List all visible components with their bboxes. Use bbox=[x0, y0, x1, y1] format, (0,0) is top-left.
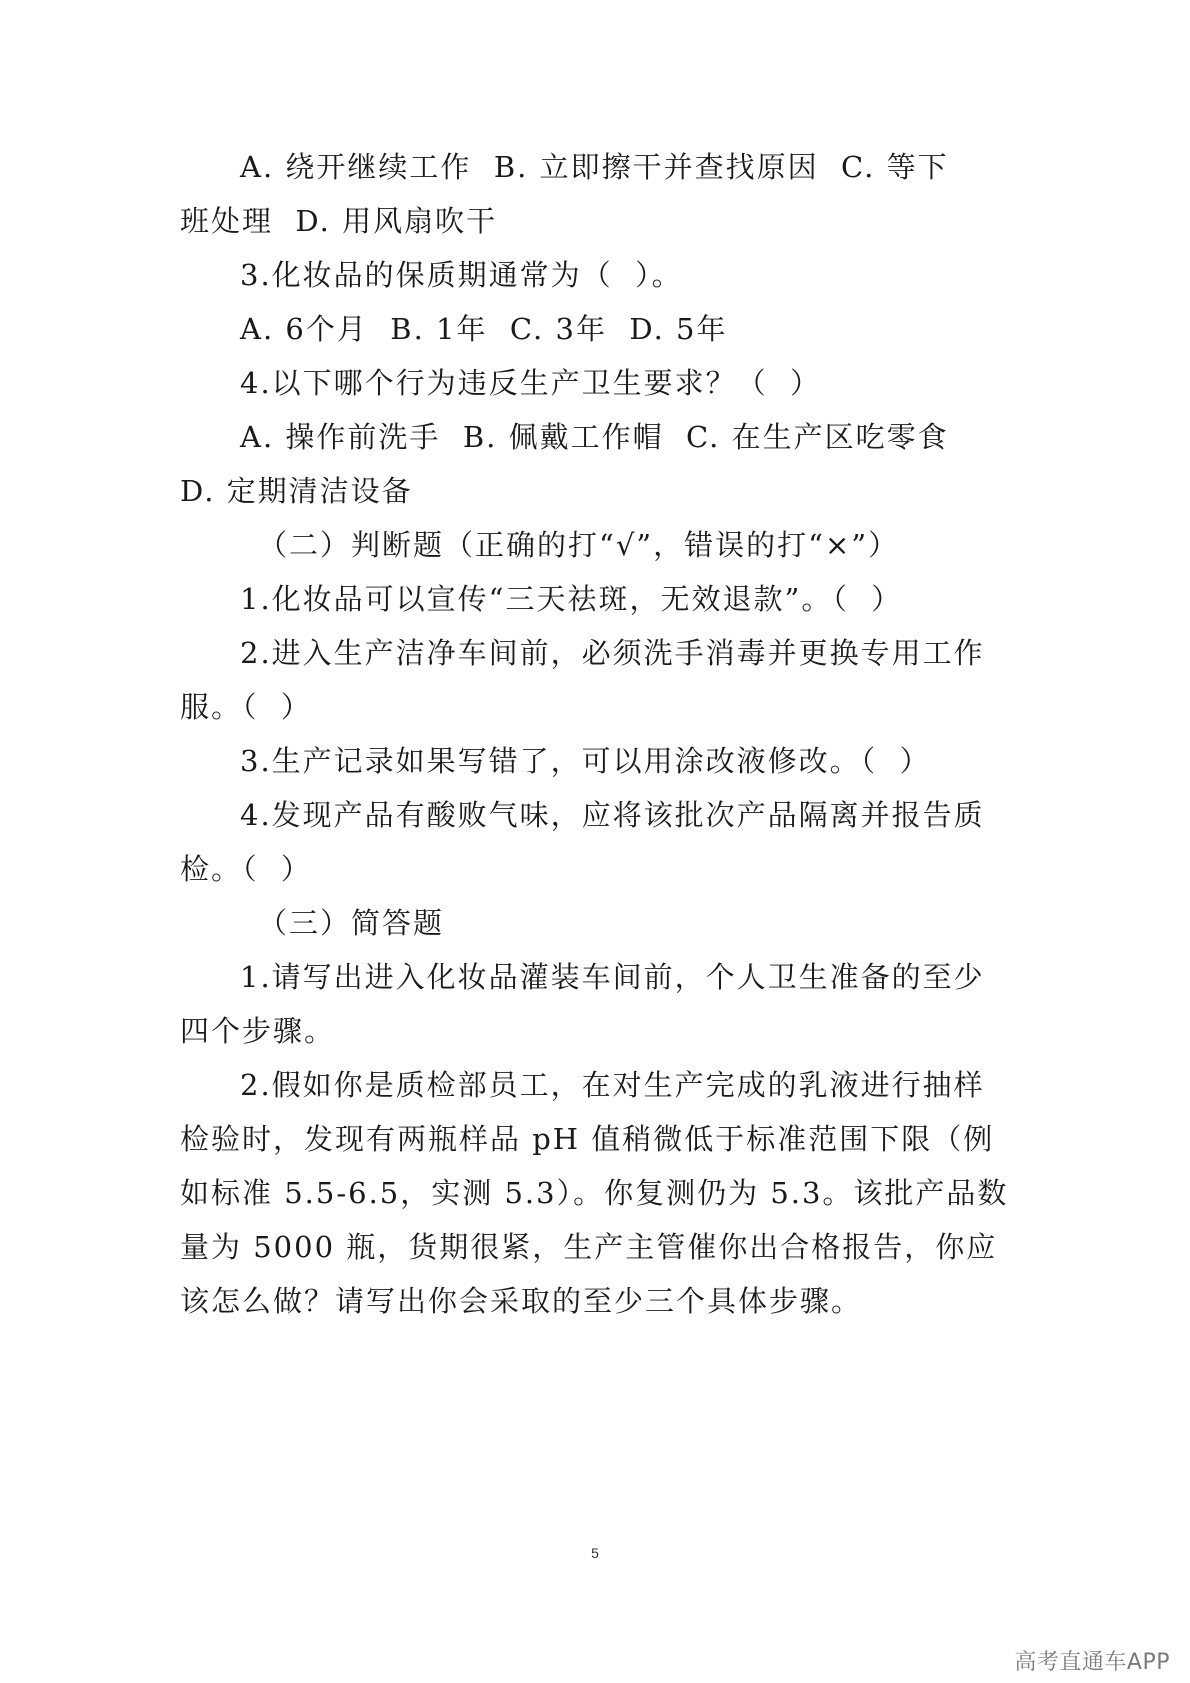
watermark: 高考直通车APP bbox=[1014, 1650, 1170, 1675]
short-answer-2-line-3: 如标准 5.5-6.5，实测 5.3）。你复测仍为 5.3。该批产品数 bbox=[180, 1176, 1009, 1210]
question-3-options: A. 6个月 B. 1年 C. 3年 D. 5年 bbox=[240, 312, 728, 346]
question-2-options-line-1: A. 绕开继续工作 B. 立即擦干并查找原因 C. 等下 bbox=[240, 150, 949, 184]
question-4-options-line-1: A. 操作前洗手 B. 佩戴工作帽 C. 在生产区吃零食 bbox=[240, 420, 949, 454]
true-false-4-line-1: 4.发现产品有酸败气味，应将该批次产品隔离并报告质 bbox=[240, 798, 985, 832]
true-false-1: 1.化妆品可以宣传“三天祛斑，无效退款”。（ ） bbox=[240, 582, 903, 616]
question-2-options-line-2: 班处理 D. 用风扇吹干 bbox=[180, 204, 498, 238]
true-false-2-line-2: 服。（ ） bbox=[180, 690, 312, 724]
question-3: 3.化妆品的保质期通常为（ ）。 bbox=[240, 258, 683, 292]
true-false-4-line-2: 检。（ ） bbox=[180, 852, 312, 886]
short-answer-2-line-4: 量为 5000 瓶，货期很紧，生产主管催你出合格报告，你应 bbox=[180, 1230, 998, 1264]
question-4-options-line-2: D. 定期清洁设备 bbox=[180, 474, 413, 508]
short-answer-1-line-1: 1.请写出进入化妆品灌装车间前，个人卫生准备的至少 bbox=[240, 960, 985, 994]
short-answer-2-line-5: 该怎么做？请写出你会采取的至少三个具体步骤。 bbox=[180, 1284, 863, 1318]
short-answer-1-line-2: 四个步骤。 bbox=[180, 1014, 336, 1048]
true-false-3: 3.生产记录如果写错了，可以用涂改液修改。（ ） bbox=[240, 744, 931, 778]
short-answer-2-line-2: 检验时，发现有两瓶样品 pH 值稍微低于标准范围下限（例 bbox=[180, 1122, 995, 1156]
question-4: 4.以下哪个行为违反生产卫生要求？（ ） bbox=[240, 366, 822, 400]
true-false-2-line-1: 2.进入生产洁净车间前，必须洗手消毒并更换专用工作 bbox=[240, 636, 985, 670]
short-answer-2-line-1: 2.假如你是质检部员工，在对生产完成的乳液进行抽样 bbox=[240, 1068, 985, 1102]
section-3-heading: （三）简答题 bbox=[258, 906, 445, 940]
section-2-heading: （二）判断题（正确的打“√”，错误的打“×”） bbox=[258, 528, 900, 562]
page-number: 5 bbox=[591, 1545, 599, 1561]
